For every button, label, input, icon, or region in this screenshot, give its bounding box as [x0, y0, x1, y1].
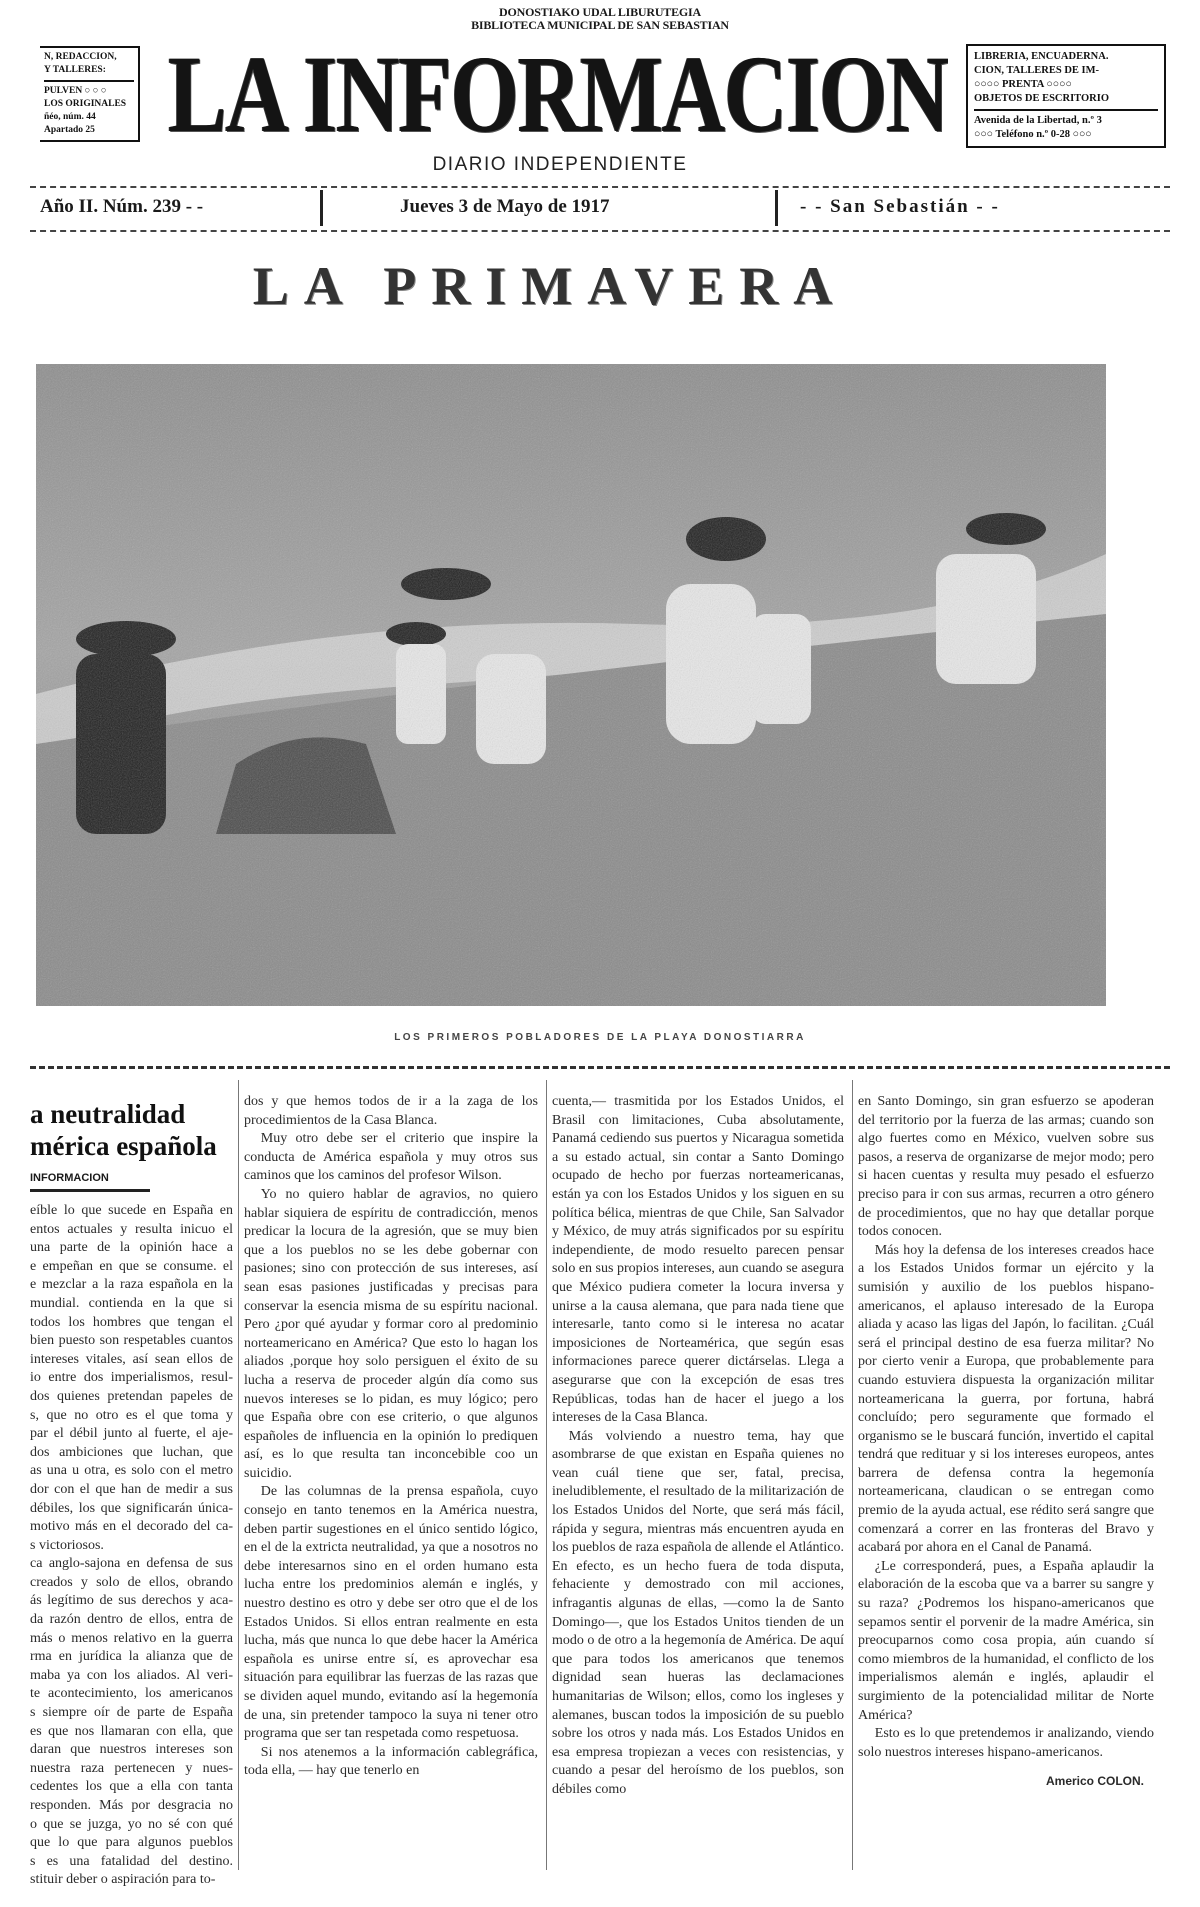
beach-photo	[36, 364, 1106, 1006]
text-line: bien puesto son respetables cuantos	[30, 1333, 233, 1349]
ear-text: Apartado 25	[44, 125, 95, 135]
rule-bottom	[30, 230, 1170, 232]
article-column-2	[244, 1093, 538, 1781]
paragraph: en Santo Domingo, sin gran esfuerzo se apoderan del territorio por la fuerza de las armas; cuando son algo fuertes como en México, vuelven sobre sus pasos, a reserva de organizarse de mejor modo; pero si hacen cuentas y resulta muy pesado el esfuerzo preciso para ir con sus armas, recurren a otro género de procedimientos, que no hay que detallar porque todos conocen.	[858, 1094, 1154, 1240]
article-byline: INFORMACION	[30, 1172, 150, 1192]
text-line: mundial. contienda en la que si	[30, 1295, 233, 1311]
text-line: motivo más en el decorado del ca-	[30, 1519, 233, 1535]
divider	[320, 190, 323, 226]
ear-text: Avenida de la Libertad, n.º 3	[974, 115, 1102, 126]
text-line: dor con el que han de medir a sus	[30, 1481, 233, 1497]
text-line: creados y solo de ellos, obrando	[30, 1574, 233, 1590]
article-signature: Americo COLON.	[1045, 1774, 1144, 1789]
text-line: e mezclar a la raza española en la	[30, 1277, 233, 1293]
text-line: ca anglo-sajona en defensa de sus	[30, 1556, 233, 1572]
text-line: rma en jurídica la alianza que de	[30, 1649, 233, 1665]
text-line: te acontecimiento, los americanos	[30, 1686, 233, 1702]
ear-text: LIBRERIA, ENCUADERNA.	[974, 51, 1109, 62]
dateline	[30, 196, 1170, 224]
paragraph: Más volviendo a nuestro tema, hay que asombrarse de que existan en España quienes no vean cuál tiene que ser, fatal, precisa, ineludiblemente, el resultado de la militarización de los Estados Unidos del Norte, que será más fácil, rápida y segura, mientras más encuentren ayuda en los pueblos de raza española de allende el Atlántico. En efecto, es un hecho fuera de toda disputa, fehaciente y demostrado con mil acciones, infragantis algunas de ellas, —como la de Santo Domingo—, que los Estados Unitos tienden de un modo o de otro a la hegemonía de América. De aquí que para todos los americanos que tenemos dignidad sean hueras las declamaciones humanitarias de Wilson; ellos, como los ingleses y alemanes, buscan todos la imposición de su pueblo sobre los otros y nada más. Los Estados Unidos en esa empresa tropiezan a veces con resistencias, y cuando a pesar del heroísmo de los pueblos, son débiles como	[552, 1428, 844, 1797]
divider	[974, 109, 1158, 111]
ear-text: OBJETOS DE ESCRITORIO	[974, 93, 1109, 104]
text-line: dos quienes pretendan papeles de	[30, 1388, 233, 1404]
text-line: débiles, los que significarán única-	[30, 1500, 233, 1516]
paragraph: Si nos atenemos a la información cablegráfica, toda ella, — hay que tenerlo en	[244, 1744, 538, 1779]
paragraph: Muy otro debe ser el criterio que inspire la conducta de América española y muy otros sus caminos que los caminos del profesor Wilson.	[244, 1131, 538, 1184]
text-line: maba ya con los aliados. Al veri-	[30, 1667, 233, 1683]
ear-text: ○○○○ PRENTA ○○○○	[974, 79, 1072, 90]
left-ear-box	[40, 46, 140, 142]
masthead-subtitle: DIARIO INDEPENDIENTE	[432, 154, 688, 175]
paragraph: Más hoy la defensa de los intereses creados hace a los Estados Unidos formar un ejército y la sumisión y auxilio de los pueblos hispano-americanos, el aplauso interesado de la Europa aliada y acaso las ligas del Japón, lo facilitan. ¿Cuál será el principal destino de esa fuerza militar? No por cierto venir a Europa, que probablemente para cuando estuviera dispuesta la organización militar norteamericana la guerra, por fortuna, habrá concluído; pero seguramente que formado el organismo se le buscará función, invertido el capital tendrá que redituar y si los intereses europeos, antes barrera de defensa contra la hegemonía norteamericana, claudican o se entregan como premio de la ayuda actual, ese rédito será sangre que comenzará a correr en las fronteras del Bravo y acabará por ahora en el Canal de Panamá.	[858, 1242, 1154, 1556]
paragraph: cuenta,— trasmitida por los Estados Unidos, el Brasil con limitaciones, Cuba absolutamente, Panamá cediendo sus puertos y Nicaragua sometida a su estado actual, sin contar a Santo Domingo ocupado de hecho por fuerzas norteamericanas, están ya con los Estados Unidos y los siguen en su política bélica, mientras de que Chile, San Salvador y México, de muy atrás significados por su espíritu independiente, de modo resuelto parecen pensar solo en sus propios intereses, aun cuando se asegura que México pudiera cometer la locura inversa y unirse a la causa alemana, que para nada tiene que interesarle, tanto como si le interesa no acatar imposiciones de Norteamérica, que según esas informaciones parece querer dictárselas. Llega a asegurarse que con la excepción de esas tres Repúblicas, todas han de hacer el juego a los intereses de la Casa Blanca.	[552, 1094, 844, 1426]
paragraph: Esto es lo que pretendemos ir analizando, viendo solo nuestros intereses hispano-americanos.	[858, 1726, 1154, 1760]
divider	[775, 190, 778, 226]
column-divider	[238, 1080, 239, 1870]
ear-text: CION, TALLERES DE IM-	[974, 65, 1100, 76]
ear-text: PULVEN ○ ○ ○	[44, 86, 107, 96]
paragraph: Yo no quiero hablar de agravios, no quiero hablar siquiera de espíritu de contradicción, menos predicar la locura de la agresión, que se muy bien que a los pueblos no se les debe gobernar con pasiones; sino con protección de sus intereses, así sean esas pasiones justificadas y precisas para conservar la esencia misma de su espíritu nacional. Pero ¿por qué ayudar y formar coro al predominio norteamericano en América? Que esto lo hagan los aliados ,porque hoy solo persiguen el éxito de su lucha a reserva de proceder algún día como sus nuevos intereses se lo pidan, es muy lógico; pero que España obre con ese criterio, o que algunos españoles de influencia en la opinión lo prediquen así, es lo que resulta tan inconcebible coo un suicidio.	[244, 1186, 538, 1481]
text-line: daran que nuestros intereses son	[30, 1742, 233, 1758]
article-column-3	[552, 1093, 844, 1800]
text-line: da razón dentro de ellos, entra de	[30, 1612, 233, 1628]
text-line: es que nos llamaran con ella, que	[30, 1723, 233, 1739]
library-name-spanish: BIBLIOTECA MUNICIPAL DE SAN SEBASTIAN	[471, 18, 729, 32]
text-line: dos ambiciones que luchan, que	[30, 1444, 233, 1460]
masthead	[168, 38, 948, 150]
text-line: s siempre oír de parte de España	[30, 1705, 233, 1721]
ear-text: LOS ORIGINALES	[44, 99, 127, 109]
article-column-1	[30, 1202, 233, 1890]
text-line: intereses vitales, así sean ellos de	[30, 1351, 233, 1367]
divider	[44, 80, 134, 82]
library-name-basque: DONOSTIAKO UDAL LIBURUTEGIA	[499, 5, 701, 19]
city: - - San Sebastián - -	[800, 196, 1000, 217]
headline-line: mérica española	[30, 1131, 217, 1161]
text-line: s, que no otro es el que toma y	[30, 1407, 233, 1423]
text-line: stituir deber o aspiración para to-	[30, 1872, 216, 1888]
text-line: cedentes los que a ella con tanta	[30, 1779, 233, 1795]
children-on-beach-image	[36, 364, 1106, 1006]
paragraph: dos y que hemos todos de ir a la zaga de los procedimientos de la Casa Blanca.	[244, 1094, 538, 1128]
paragraph: De las columnas de la prensa española, cuyo consejo en tanto tenemos en la América nuestra, deben partir sugestiones en el único sentido lógico, en el de la extricta neutralidad, ya que a nosotros no debe interesarnos sino en el orden humano esta lucha entre los predominios alemán e inglés, y nuestro destino es otro y debe ser otro que el de los Estados Unidos. Si ellos entran realmente en esta lucha, más que nunca lo que debe hacer la América española es unirse entre sí, es aprovechar esa situación para equilibrar las fuerzas de las razas que se dividen aquel mundo, evitando así la hegemonía de una, sin pretender tampoco la suya ni tener otro programa que ser tan respetada como respetuosa.	[244, 1484, 538, 1742]
text-line: ás legítimo de sus derechos y aca-	[30, 1593, 233, 1609]
ear-text: ñéo, núm. 44	[44, 112, 96, 122]
photo-caption: LOS PRIMEROS POBLADORES DE LA PLAYA DONOSTIARRA	[394, 1032, 806, 1043]
text-line: e empeñan en que se consume. el	[30, 1258, 233, 1274]
paragraph: ¿Le corresponderá, pues, a España aplaudir la elaboración de la escoba que va a barrer su sangre y su raza? ¿Podremos los hispano-americanos que sepamos sentir el porvenir de la madre América, sin preocuparnos como cosa propia, aún cuando sí como miembros de la humanidad, el conflicto de los imperialismos alemán e inglés, aplaudir el surgimiento de la potencialidad militar de Norte América?	[858, 1558, 1154, 1723]
article-column-4	[858, 1093, 1154, 1790]
text-line: o que se juzga, yo no sé con qué	[30, 1816, 233, 1832]
text-line: responden. Más por desgracia no	[30, 1798, 233, 1813]
text-line: entos actuales y resulta inicuo el	[30, 1221, 233, 1237]
issue-number: Año II. Núm. 239 - -	[40, 196, 204, 217]
article-headline	[30, 1098, 235, 1162]
text-line: as una u otra, es solo con el metro	[30, 1463, 233, 1479]
headline: LA PRIMAVERA	[252, 256, 848, 316]
text-line: s victoriosos.	[30, 1537, 104, 1553]
rule-section	[30, 1066, 1170, 1069]
rule-top	[30, 186, 1170, 188]
column-divider	[546, 1080, 547, 1870]
headline-line: a neutralidad	[30, 1099, 186, 1129]
library-header	[0, 6, 1200, 32]
text-line: eíble lo que sucede en España en	[30, 1203, 233, 1218]
ear-text: N, REDACCION,	[44, 52, 117, 62]
right-ear-box	[966, 44, 1166, 148]
text-line: io entre dos imperialismos, resul-	[30, 1370, 233, 1386]
masthead-title: LA INFORMACION	[168, 38, 948, 150]
ear-text: ○○○ Teléfono n.º 0-28 ○○○	[974, 129, 1092, 140]
text-line: una parte de la opinión hace a	[30, 1240, 233, 1256]
column-divider	[852, 1080, 853, 1870]
text-line: más o menos relativo en la guerra	[30, 1630, 233, 1646]
text-line: nuestra raza pertenecen y nues-	[30, 1760, 233, 1776]
text-line: par el débil junto al fuerte, el aje-	[30, 1426, 233, 1442]
text-line: que lo que para algunos pueblos	[30, 1835, 233, 1851]
ear-text: Y TALLERES:	[44, 65, 106, 75]
text-line: s es una fatalidad del destino.	[30, 1853, 233, 1869]
text-line: todos los hombres que tengan el	[30, 1314, 233, 1330]
issue-date: Jueves 3 de Mayo de 1917	[400, 196, 610, 217]
